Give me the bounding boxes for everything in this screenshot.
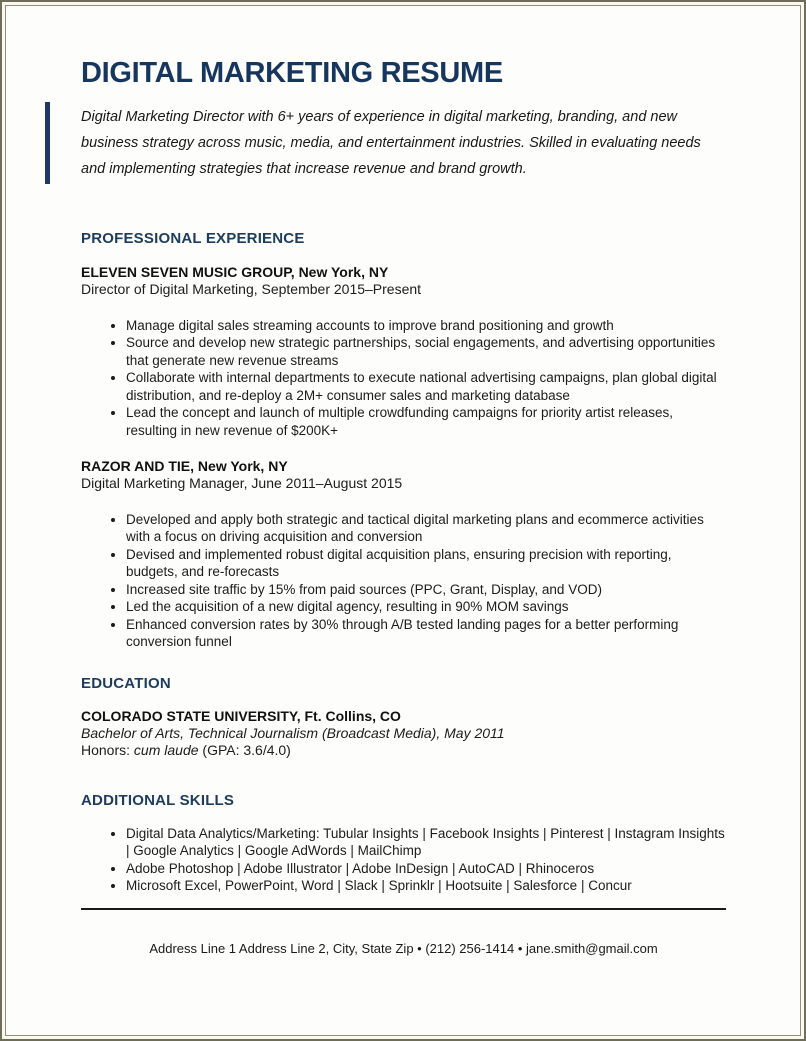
- job-header: [81, 264, 726, 299]
- job-entry-eleven-seven: [81, 264, 726, 439]
- job-bullet: • Lead the concept and launch of multiple crowdfunding campaigns for priority artist releases, resulting in new revenue of $200K+: [126, 404, 726, 439]
- job-bullet-list: [81, 317, 726, 440]
- job-role-dates: Digital Marketing Manager, June 2011–August 2015: [81, 475, 403, 491]
- job-bullet: • Collaborate with internal departments to execute national advertising campaigns, plan global digital distribution, and re-deploy a 2M+ consumer sales and marketing database: [126, 369, 726, 404]
- job-bullet: • Source and develop new strategic partnerships, social engagements, and advertising opportunities that generate new revenue streams: [126, 334, 726, 369]
- section-heading-experience: PROFESSIONAL EXPERIENCE: [81, 230, 305, 247]
- resume-content: [6, 55, 800, 957]
- honors-gpa: (GPA: 3.6/4.0): [198, 742, 291, 758]
- job-bullet-list: [81, 511, 726, 651]
- job-bullet: • Led the acquisition of a new digital agency, resulting in 90% MOM savings: [126, 598, 726, 616]
- job-bullet: • Devised and implemented robust digital acquisition plans, ensuring precision with reporting, budgets, and re-forecasts: [126, 546, 726, 581]
- job-bullet: • Manage digital sales streaming accounts to improve brand positioning and growth: [126, 317, 726, 335]
- summary-block: [45, 102, 726, 184]
- education-school: COLORADO STATE UNIVERSITY, Ft. Collins, CO: [81, 707, 401, 724]
- job-company: ELEVEN SEVEN MUSIC GROUP, New York, NY: [81, 264, 389, 280]
- honors-distinction: cum laude: [133, 742, 199, 758]
- skills-bullet: • Microsoft Excel, PowerPoint, Word | Slack | Sprinklr | Hootsuite | Salesforce | Concur: [126, 877, 726, 895]
- page-title: DIGITAL MARKETING RESUME: [81, 57, 503, 89]
- education-degree: Bachelor of Arts, Technical Journalism (Broadcast Media), May 2011: [81, 724, 505, 741]
- honors-label: Honors:: [81, 742, 134, 758]
- summary-text: Digital Marketing Director with 6+ years of experience in digital marketing, branding, and new business strategy across music, media, and entertainment industries. Skilled in evaluating needs and implementing strategies that increase revenue and brand growth.: [81, 109, 701, 177]
- job-role-dates: Director of Digital Marketing, September 2015–Present: [81, 281, 422, 297]
- job-bullet: • Increased site traffic by 15% from paid sources (PPC, Grant, Display, and VOD): [126, 581, 726, 599]
- job-bullet: • Developed and apply both strategic and tactical digital marketing plans and ecommerce activities with a focus on driving acquisition and conversion: [126, 511, 726, 546]
- education-entry: [81, 708, 726, 760]
- section-heading-skills: ADDITIONAL SKILLS: [81, 791, 235, 809]
- job-company: RAZOR AND TIE, New York, NY: [81, 458, 288, 474]
- footer-divider: [81, 908, 726, 910]
- footer-contact: Address Line 1 Address Line 2, City, State Zip • (212) 256-1414 • jane.smith@gmail.com: [149, 940, 658, 956]
- education-honors: [81, 742, 726, 760]
- job-bullet: • Enhanced conversion rates by 30% through A/B tested landing pages for a better performing conversion funnel: [126, 616, 726, 651]
- resume-page-inner: [5, 5, 801, 1036]
- job-entry-razor-and-tie: [81, 458, 726, 651]
- section-heading-education: EDUCATION: [81, 674, 171, 692]
- skills-bullet-list: [81, 825, 726, 895]
- job-header: [81, 458, 726, 493]
- skills-bullet: • Adobe Photoshop | Adobe Illustrator | Adobe InDesign | AutoCAD | Rhinoceros: [126, 860, 726, 878]
- skills-bullet: • Digital Data Analytics/Marketing: Tubular Insights | Facebook Insights | Pinterest | Instagram Insights | Google Analytics | Google AdWords | MailChimp: [126, 825, 726, 860]
